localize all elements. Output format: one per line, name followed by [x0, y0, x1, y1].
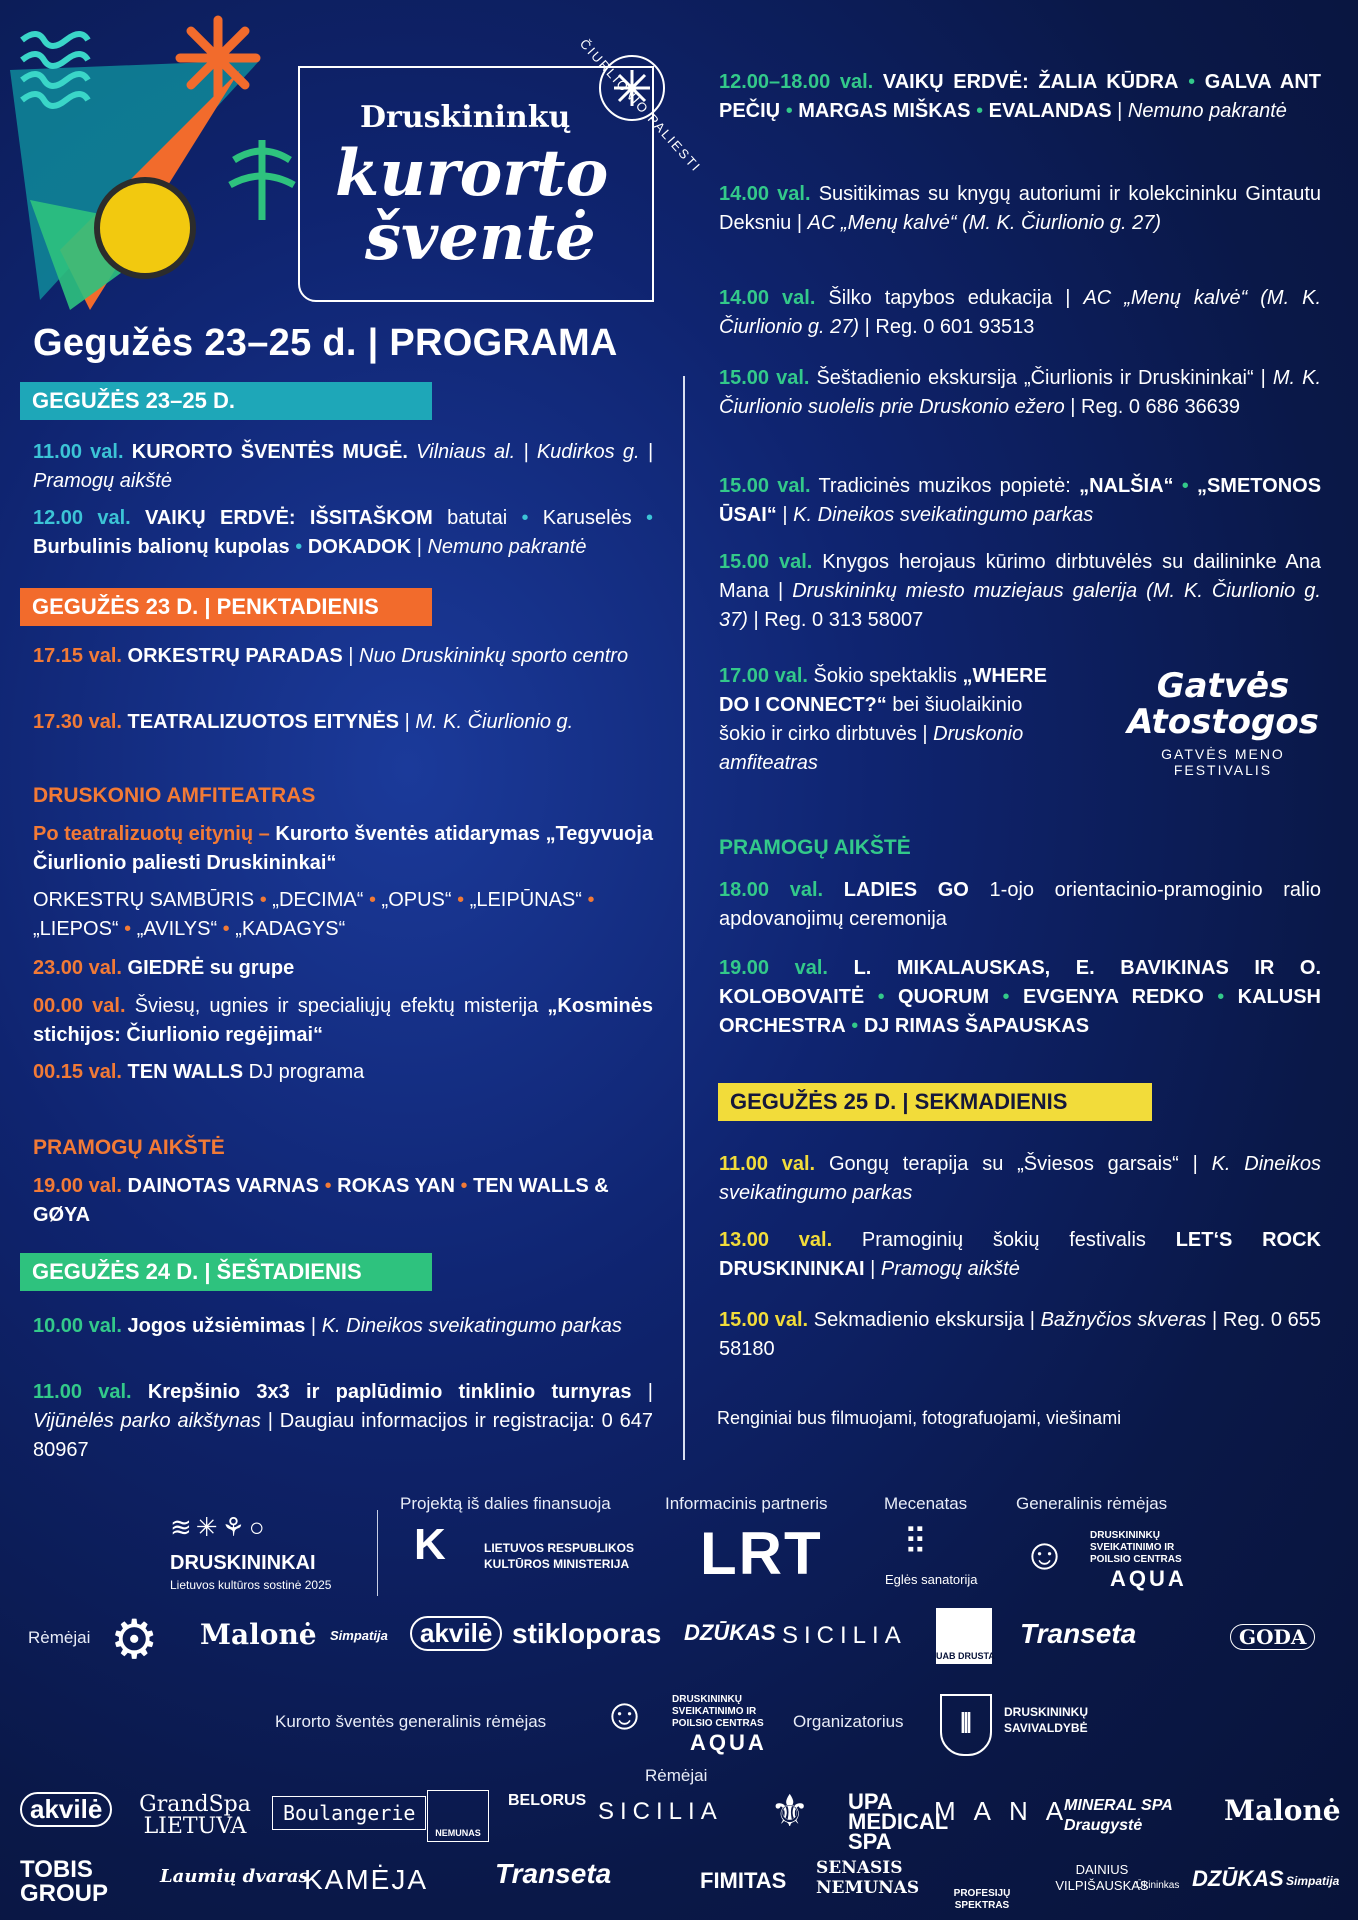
event-silko-tapyba: 14.00 val. Šilko tapybos edukacija | AC „Menų kalvė“ (M. K. Čiurlionio g. 27) | Reg. 0 601 93513: [719, 287, 1322, 338]
sponsor-mana: MANA: [934, 1796, 1082, 1826]
label-informacinis: Informacinis partneris: [665, 1494, 828, 1513]
filming-note: Renginiai bus filmuojami, fotografuojami, viešinami: [717, 1408, 1122, 1428]
column-divider: [683, 376, 685, 1460]
lrt-logo: LRT: [700, 1520, 823, 1587]
druskininkai-logo: [170, 1512, 269, 1543]
label-remejai-1: Rėmėjai: [28, 1628, 91, 1647]
event-knygos-herojaus: 15.00 val. Knygos herojaus kūrimo dirbtuvėlės su dailininke Ana Mana | Druskininkų miesto muziejaus galerija (M. K. Čiurlionio g. 37) | Reg. 0 313 58007: [719, 551, 1321, 631]
aqua-subtitle-2: DRUSKININKŲ SVEIKATINIMO IR POILSIO CENTRAS: [672, 1694, 764, 1729]
page-title: Gegužės 23–25 d. | PROGRAMA: [33, 322, 618, 364]
aqua-subtitle: DRUSKININKŲ SVEIKATINIMO IR POILSIO CENTRAS: [1090, 1530, 1182, 1565]
sponsor-goda: GODA: [1230, 1624, 1315, 1650]
sponsor-belorus: BELORUS: [508, 1792, 587, 1809]
sponsor-malone-1: Malonė: [200, 1618, 317, 1651]
aqua-name: AQUA: [1110, 1566, 1187, 1591]
sponsor-upa: UPA MEDICAL SPA: [848, 1789, 948, 1854]
sponsor-dzukas-2: DZŪKAS: [1192, 1866, 1284, 1891]
event-sekmadienio-ekskursija: 15.00 val. Sekmadienio ekskursija | Bažnyčios skveras | Reg. 0 655 58180: [719, 1309, 1321, 1360]
sponsor-kameja: KAMĖJA: [304, 1864, 429, 1895]
sponsor-akvile-2: akvilė: [20, 1792, 112, 1827]
sponsor-sicilia-1: SICILIA: [782, 1622, 907, 1649]
label-remejai-2: Rėmėjai: [645, 1766, 708, 1785]
sponsor-transeta-1: Transeta: [1020, 1618, 1137, 1649]
aqua-name-2: AQUA: [690, 1730, 767, 1755]
event-orkestru-samburis: ORKESTRŲ SAMBŪRIS • „DECIMA“ • „OPUS“ • „LEIPŪNAS“ • „LIEPOS“ • „AVILYS“ • „KADAGYS“: [33, 889, 595, 940]
savivaldybe-crest-icon: ⫴: [940, 1694, 992, 1756]
emblem-icon: ⚙: [110, 1610, 159, 1670]
aqua-face-icon: ☺: [1022, 1530, 1067, 1579]
event-eitynes: 17.30 val. TEATRALIZUOTOS EITYNĖS | M. K. Čiurlionio g.: [33, 711, 574, 733]
event-orkestru-paradas: 17.15 val. ORKESTRŲ PARADAS | Nuo Druskininkų sporto centro: [33, 645, 629, 667]
heading-pramogu-aikste-right: PRAMOGŲ AIKŠTĖ: [719, 836, 911, 859]
logo-small-text: Druskininkų: [360, 100, 571, 135]
druskininkai-name: DRUSKININKAI: [170, 1552, 316, 1574]
egles-icon: ⫶⫶: [906, 1520, 924, 1561]
event-gongu-terapija: 11.00 val. Gongų terapija su „Šviesos garsais“ | K. Dineikos sveikatingumo parkas: [719, 1153, 1321, 1204]
event-mugė: 11.00 val. KURORTO ŠVENTĖS MUGĖ. Vilniaus al. | Kudirkos g. | Pramogų aikštė: [33, 441, 653, 492]
event-tradicines-muzikos: 15.00 val. Tradicinės muzikos popietė: „NALŠIA“ • „SMETONOS ŪSAI“ | K. Dineikos sveikatingumo parkas: [719, 475, 1322, 526]
sponsor-sicilia-2: SICILIA: [598, 1798, 723, 1825]
ministry-name: LIETUVOS RESPUBLIKOS KULTŪROS MINISTERIJA: [484, 1541, 635, 1571]
section-bar-23-25: GEGUŽĖS 23–25 D.: [20, 382, 432, 420]
gatves-atostogos-logo: Gatvės Atostogos GATVĖS MENO FESTIVALIS: [1127, 666, 1319, 778]
sponsor-ukininkas: Ūkininkas: [1136, 1880, 1180, 1891]
sponsor-boulangerie: Boulangerie: [272, 1796, 426, 1830]
logo-large-text-2: šventė: [365, 200, 596, 275]
event-susitikimas: 14.00 val. Susitikimas su knygų autoriumi ir kolekcininku Gintautu Deksniu | AC „Menų kalvė“ (M. K. Čiurlionio g. 27): [719, 183, 1322, 234]
event-pramogu-19: 19.00 val. DAINOTAS VARNAS • ROKAS YAN • TEN WALLS & GØYA: [33, 1175, 609, 1226]
ciurlionio-badge-icon: [584, 30, 684, 140]
festival-logo-graphic: [0, 0, 300, 330]
label-generalinis-2: Kurorto šventės generalinis rėmėjas: [275, 1712, 547, 1731]
sponsor-malone-2: Malonė: [1224, 1794, 1341, 1827]
event-jogos: 10.00 val. Jogos užsiėmimas | K. Dineikos sveikatingumo parkas: [33, 1315, 622, 1337]
sponsor-simpatija-1: Simpatija: [330, 1628, 388, 1643]
event-misterija: 00.00 val. Šviesų, ugnies ir specialiųjų efektų misterija „Kosminės stichijos: Čiurlionio regėjimai“: [33, 995, 654, 1046]
sponsor-emblem-2-icon: ⚜: [770, 1787, 810, 1836]
sponsor-grandspa: GrandSpa LIETUVA: [139, 1792, 251, 1839]
sponsor-stikloporas: stikloporas: [512, 1618, 662, 1649]
sponsor-tobis: TOBIS GROUP: [20, 1856, 109, 1907]
event-ekskursija-sestadienio: 15.00 val. Šeštadienio ekskursija „Čiurlionis ir Druskininkai“ | M. K. Čiurlionio suolelis prie Druskonio ežero | Reg. 0 686 36639: [719, 367, 1321, 418]
sponsor-nemunas: NEMUNAS: [427, 1790, 489, 1842]
druskininkai-subtitle: Lietuvos kultūros sostinė 2025: [170, 1578, 332, 1592]
event-koncertas-19: 19.00 val. L. MIKALAUSKAS, E. BAVIKINAS IR O. KOLOBOVAITĖ • QUORUM • EVGENYA REDKO • KALUSH ORCHESTRA • DJ RIMAS ŠAPAUSKAS: [719, 957, 1322, 1037]
sponsor-draugyste: MINERAL SPA Draugystė: [1064, 1797, 1173, 1834]
sponsor-vilpisauskas: DAINIUS VILPIŠAUSKAS: [1055, 1862, 1149, 1893]
label-generalinis: Generalinis rėmėjas: [1016, 1494, 1168, 1513]
event-ten-walls: 00.15 val. TEN WALLS DJ programa: [33, 1061, 365, 1083]
label-mecenatas: Mecenatas: [884, 1494, 968, 1513]
sponsor-simpatija-2: Simpatija: [1286, 1874, 1340, 1888]
event-vaiku-erdve-24: 12.00–18.00 val. VAIKŲ ERDVĖ: ŽALIA KŪDRA • GALVA ANT PEČIŲ • MARGAS MIŠKAS • EVALANDAS | Nemuno pakrantė: [719, 71, 1321, 122]
label-organizatorius: Organizatorius: [793, 1712, 904, 1731]
event-lets-rock: 13.00 val. Pramoginių šokių festivalis LET‘S ROCK DRUSKININKAI | Pramogų aikštė: [719, 1229, 1321, 1280]
sponsor-transeta-2: Transeta: [495, 1858, 612, 1889]
sponsor-akvile-1: akvilė: [410, 1616, 502, 1651]
logo-large-text-1: kurorto: [335, 136, 609, 211]
sponsor-senasis-nemunas: SENASIS NEMUNAS: [816, 1858, 920, 1898]
heading-druskonio-amfiteatras: DRUSKONIO AMFITEATRAS: [33, 784, 316, 807]
savivaldybe-name: DRUSKININKŲ SAVIVALDYBĖ: [1004, 1705, 1088, 1735]
event-atidarymas: Po teatralizuotų eitynių – Kurorto šventės atidarymas „Tegyvuoja Čiurlionio paliesti Druskininkai“: [33, 823, 654, 874]
sponsor-laumiu-dvaras: Laumių dvaras: [160, 1866, 309, 1887]
sponsor-fimitas: FIMITAS: [700, 1868, 787, 1893]
event-giedre: 23.00 val. GIEDRĖ su grupe: [33, 957, 295, 979]
druskininkai-symbols-icon: ≋✳⚘○: [170, 1512, 269, 1542]
heading-pramogu-aikste-left: PRAMOGŲ AIKŠTĖ: [33, 1136, 225, 1159]
section-bar-24-sestadienis: GEGUŽĖS 24 D. | ŠEŠTADIENIS: [20, 1253, 432, 1291]
event-sokio-spektaklis: 17.00 val. Šokio spektaklis „WHERE DO I CONNECT?“ bei šiuolaikinio šokio ir cirko dirbtuvės | Druskonio amfiteatras: [719, 665, 1047, 774]
event-krepsinio: 11.00 val. Krepšinio 3x3 ir paplūdimio tinklinio turnyras | Vijūnėlės parko aikštynas | Daugiau informacijos ir registracija: 0 647 80967: [33, 1381, 653, 1461]
sponsor-divider: [377, 1510, 378, 1596]
section-bar-25-sekmadienis: GEGUŽĖS 25 D. | SEKMADIENIS: [718, 1083, 1152, 1121]
sponsor-dzukas-1: DZŪKAS: [684, 1620, 776, 1645]
aqua-face-icon-2: ☺: [602, 1690, 647, 1739]
event-vaiku-erdve: 12.00 val. VAIKŲ ERDVĖ: IŠSITAŠKOM batutai • Karuselės • Burbulinis balionų kupolas • DOKADOK | Nemuno pakrantė: [33, 507, 653, 558]
label-finansuoja: Projektą iš dalies finansuoja: [400, 1494, 611, 1513]
sponsor-profesiju-spektras: PROFESIJŲ SPEKTRAS: [953, 1888, 1011, 1911]
ministry-k-icon: K: [414, 1520, 446, 1569]
sponsor-drusta: UAB DRUSTA: [936, 1608, 992, 1664]
badge-text: ČIURLIONIO PALIESTI: [576, 36, 705, 176]
egles-name: Eglės sanatorija: [885, 1572, 978, 1587]
event-ladies-go: 18.00 val. LADIES GO 1-ojo orientacinio-pramoginio ralio apdovanojimų ceremonija: [719, 879, 1322, 930]
section-bar-23-penktadienis: GEGUŽĖS 23 D. | PENKTADIENIS: [20, 588, 432, 626]
